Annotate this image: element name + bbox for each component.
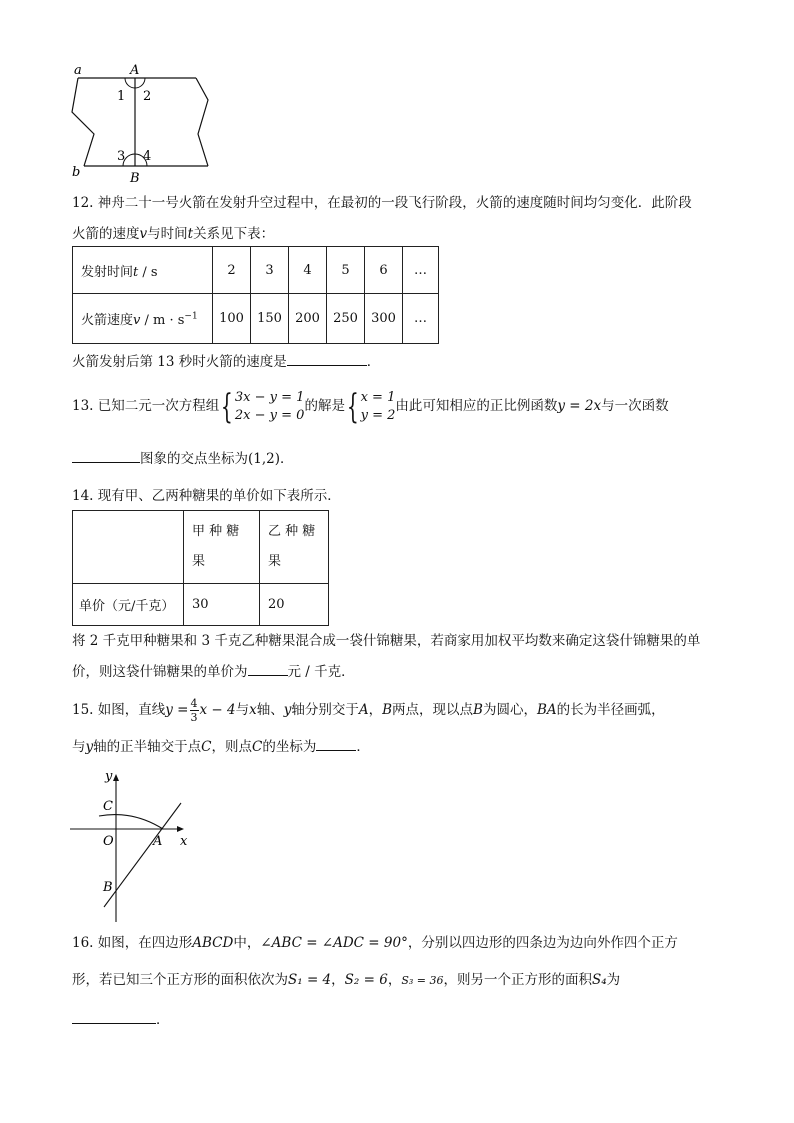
q14-line1: 14. 现有甲、乙两种糖果的单价如下表所示． [72,488,341,504]
table-cell: … [403,294,439,344]
label-angle-4: 4 [143,149,152,164]
q12-table [72,246,439,344]
label-B: B [103,880,113,895]
table-cell: 4 [289,247,327,294]
axes-figure [68,764,198,924]
road-figure [66,62,216,184]
right-zigzag-edge [196,78,208,166]
answer-blank [248,662,288,676]
table-cell: 2 [213,247,251,294]
table-cell: 6 [365,247,403,294]
label-a: a [74,63,82,78]
q13-line2: 图象的交点坐标为(1,2)． [72,449,294,469]
brace-icon: { [221,386,234,427]
q16-line1: 16. 如图，在四边形ABCD中，∠ABC = ∠ADC = 90°，分别以四边形的四条边为边向外作四个正方 [72,935,678,951]
q13-system: 3x − y = 1 2x − y = 0 [234,389,305,423]
table-cell: 3 [251,247,289,294]
table-cell: 300 [365,294,403,344]
q12-line1: 12. 神舟二十一号火箭在发射升空过程中，在最初的一段飞行阶段，火箭的速度随时间均匀变化．此阶段 [72,195,692,211]
label-A: A [153,834,163,849]
label-A: A [130,63,140,78]
answer-blank [316,737,356,751]
fraction: $\frac{4}{3}$ [190,697,198,724]
table-row [73,511,329,584]
table-row [73,294,439,344]
table-cell: 5 [327,247,365,294]
q12-var-t: t [187,226,194,242]
q14-text2: 价，则这袋什锦糖果的单价为 元 / 千克． [72,664,355,680]
y-arrow-icon [113,774,119,781]
label-angle-1: 1 [117,89,126,104]
label-y: y [105,769,113,784]
table-cell: 150 [251,294,289,344]
table-cell: 20 [260,584,329,626]
q12-question: 火箭发射后第 13 秒时火箭的速度是 ． [72,354,381,370]
x-arrow-icon [177,826,184,832]
table-row [73,584,329,626]
answer-blank [72,1010,156,1024]
label-B: B [130,171,140,184]
q12-line2 [72,224,274,244]
table-cell: 200 [289,294,327,344]
q16-line2: 形，若已知三个正方形的面积依次为S₁ = 4，S₂ = 6，S₃ = 36，则另一个正方形的面积S₄为 [72,972,621,988]
table-cell: 乙 种 糖 果 [260,511,329,584]
arc-CA [99,815,163,829]
label-C: C [103,799,113,814]
q12-var-v: v [139,226,148,242]
table-cell: 250 [327,294,365,344]
q12-row2-header: 火箭速度$v / m \cdot s^{-1}$ [73,294,213,344]
q15-line1: 15. 如图，直线y = $\frac{4}{3}$ x − 4与x轴、y轴分别交于A，B两点，现以点B为圆心，BA的长为半径画弧， [72,697,665,724]
table-row [73,247,439,294]
q12-line2-post: 关系见下表： [193,226,275,242]
label-angle-2: 2 [143,89,152,104]
table-cell: 30 [184,584,260,626]
answer-blank [72,449,140,463]
q14-table [72,510,329,626]
left-zigzag-edge [72,78,94,166]
table-cell: … [403,247,439,294]
q16-line3: ． [72,1010,170,1030]
q12-row1-header: 发射时间t / s [73,247,213,294]
table-cell: 甲 种 糖 果 [184,511,260,584]
brace-icon: { [346,386,359,427]
q12-line2-mid: 与时间 [147,226,188,242]
table-cell: 单价（元/千克） [73,584,184,626]
q13-line1: 13. 已知二元一次方程组{ 3x − y = 1 2x − y = 0 的解是{ x = 1 y = 2 由此可知相应的正比例函数y = 2x与一次函数 [72,386,669,427]
q14-text1: 将 2 千克甲种糖果和 3 千克乙种糖果混合成一袋什锦糖果，若商家用加权平均数来确定这袋什锦糖果的单 [72,633,701,649]
label-O: O [103,834,114,849]
table-cell-empty [73,511,184,584]
answer-blank [287,352,367,366]
table-cell: 100 [213,294,251,344]
label-angle-3: 3 [117,149,126,164]
label-b: b [72,165,81,180]
q13-solution: x = 1 y = 2 [360,389,396,423]
label-x: x [180,834,188,849]
q15-line2: 与y轴的正半轴交于点C，则点C的坐标为 ． [72,739,370,755]
q12-line2-pre: 火箭的速度 [72,226,140,242]
